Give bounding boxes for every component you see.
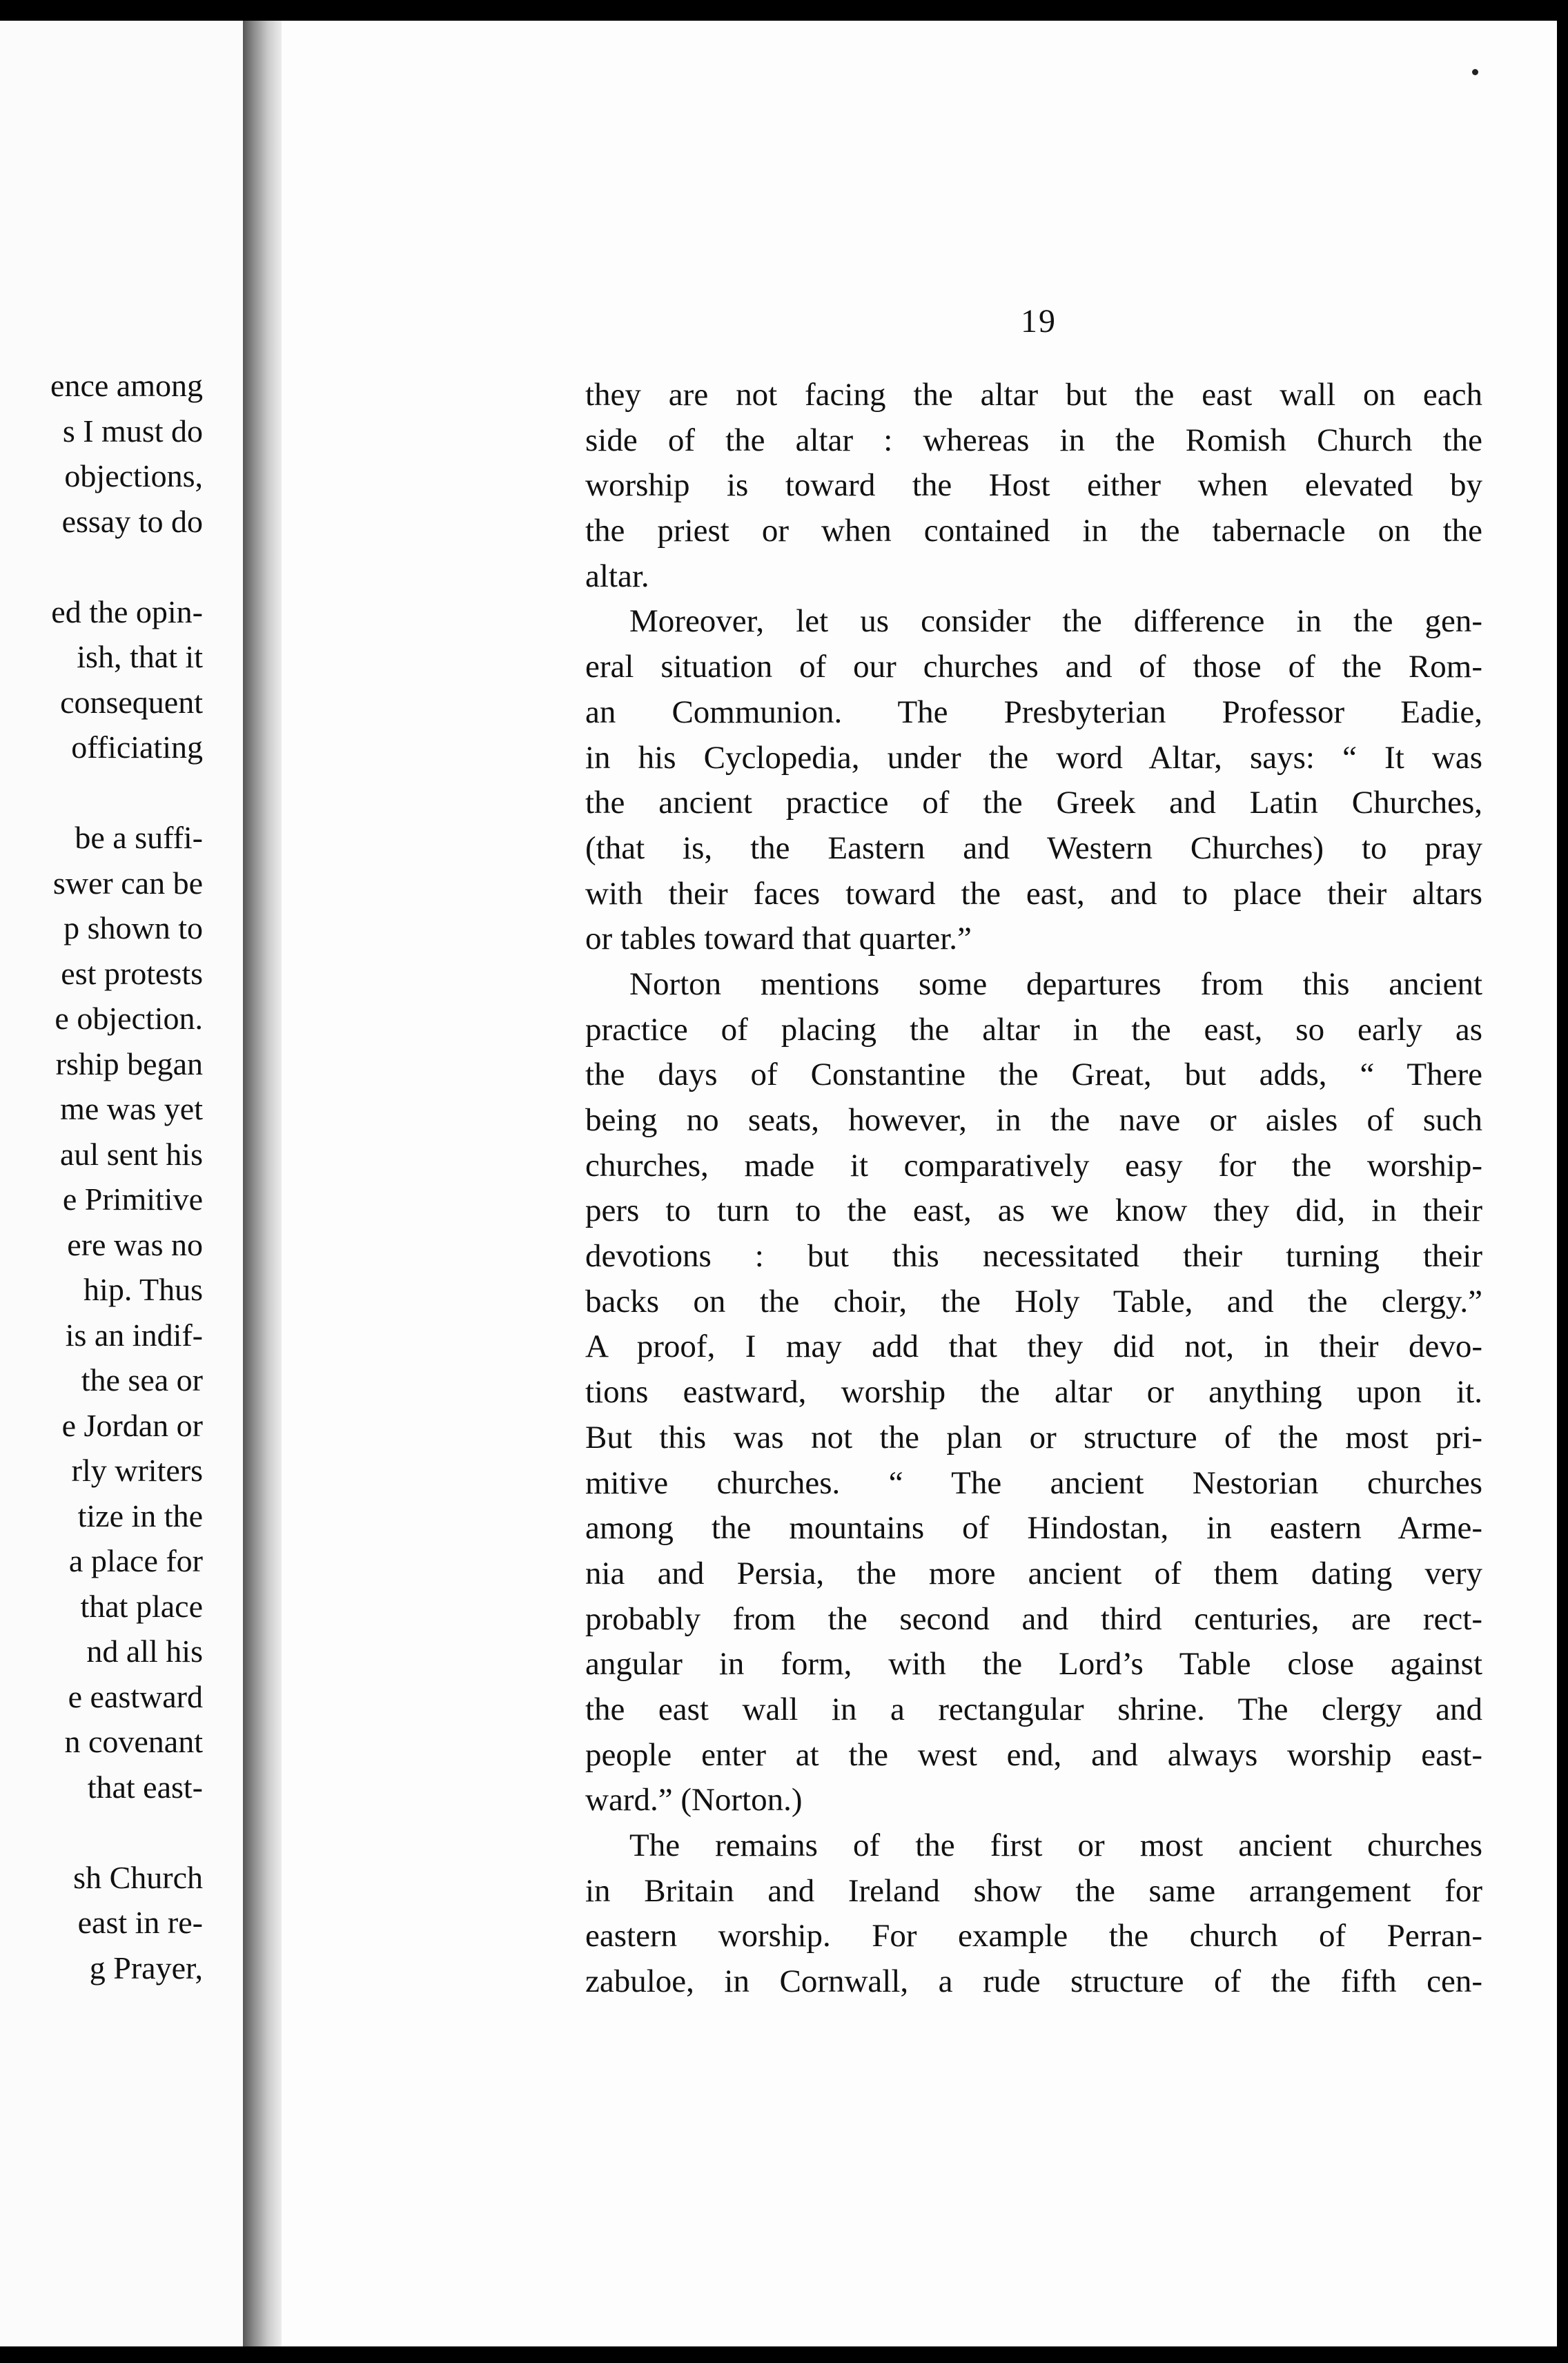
body-line: the days of Constantine the Great, but adds, “ There [585,1057,1482,1093]
body-line: or tables toward that quarter.” [585,921,972,957]
left-page-line: be a suffi- [75,820,203,855]
body-line: with their faces toward the east, and to place their altars [585,875,1482,912]
body-line: zabuloe, in Cornwall, a rude structure of the fifth cen- [585,1963,1482,2000]
body-line: A proof, I may add that they did not, in their devo- [585,1328,1482,1365]
left-page-line: objections, [64,458,203,493]
left-page-line: that place [80,1588,203,1624]
left-page-line: ed the opin- [51,594,203,629]
left-page-line [0,770,203,816]
page-number: 19 [1021,303,1057,340]
body-line: pers to turn to the east, as we know they did, in their [585,1193,1482,1229]
body-line: devotions : but this necessitated their turning their [585,1238,1482,1275]
body-line: Moreover, let us consider the difference in the gen- [629,603,1482,640]
left-page-line: g Prayer, [89,1950,203,1985]
left-page-line: officiating [71,729,203,765]
body-line: in his Cyclopedia, under the word Altar, says: “ It was [585,739,1482,776]
left-page-line: ish, that it [77,639,203,674]
body-line: side of the altar : whereas in the Romish Church the [585,422,1482,458]
body-line: the ancient practice of the Greek and Latin Churches, [585,785,1482,821]
left-page-line [0,1810,203,1855]
left-page-line: consequent [60,684,203,720]
left-page-line: nd all his [86,1634,203,1669]
left-page-line: rship began [55,1046,203,1081]
body-line: eastern worship. For example the church of Perran- [585,1918,1482,1954]
body-text [585,373,1482,2005]
left-page-line: tize in the [77,1498,203,1533]
body-line: tions eastward, worship the altar or anything upon it. [585,1374,1482,1411]
body-line: angular in form, with the Lord’s Table close against [585,1646,1482,1683]
body-line: eral situation of our churches and of those of the Rom- [585,649,1482,685]
left-page-line: ence among [50,368,203,403]
left-page-line: s I must do [62,413,203,449]
left-page-line: the sea or [81,1362,203,1398]
left-page-line: a place for [68,1543,203,1578]
previous-page-text [0,363,203,1990]
body-line: probably from the second and third centuries, are rect- [585,1600,1482,1637]
body-line: altar. [585,558,649,594]
previous-page-fragment [0,21,248,2346]
body-line: (that is, the Eastern and Western Churches) to pray [585,830,1482,866]
scan-speck [1472,69,1478,75]
left-page-line: est protests [61,955,203,991]
left-page-line: me was yet [60,1091,203,1126]
page-gutter [243,21,284,2346]
left-page-line: e Jordan or [61,1407,203,1443]
left-page-line: sh Church [73,1859,203,1895]
body-line: an Communion. The Presbyterian Professor Eadie, [585,694,1482,730]
body-line: worship is toward the Host either when elevated by [585,467,1482,504]
left-page-line: e Primitive [62,1182,203,1217]
left-page-line: e objection. [55,1001,203,1036]
body-line: among the mountains of Hindostan, in eastern Arme- [585,1510,1482,1547]
body-line: being no seats, however, in the nave or aisles of such [585,1102,1482,1138]
left-page-line [0,544,203,589]
body-line: ward.” (Norton.) [585,1782,803,1818]
left-page-line: east in re- [77,1905,203,1940]
left-page-line: aul sent his [60,1136,203,1172]
body-line: But this was not the plan or structure of the most pri- [585,1419,1482,1455]
left-page-line: hip. Thus [84,1272,203,1307]
left-page-line: e eastward [68,1678,203,1714]
body-line: the east wall in a rectangular shrine. The clergy and [585,1691,1482,1727]
body-line: nia and Persia, the more ancient of them dating very [585,1555,1482,1591]
body-line: practice of placing the altar in the east, so early as [585,1011,1482,1048]
body-line: in Britain and Ireland show the same arrangement for [585,1872,1482,1909]
body-line: they are not facing the altar but the east wall on each [585,377,1482,413]
left-page-line: essay to do [61,503,203,539]
body-line: mitive churches. “ The ancient Nestorian churches [585,1464,1482,1501]
left-page-line: p shown to [63,910,203,945]
left-page-line: swer can be [52,865,203,901]
body-line: backs on the choir, the Holy Table, and the clergy.” [585,1283,1482,1320]
left-page-line: is an indif- [65,1317,203,1353]
left-page-line: ere was no [67,1226,203,1262]
body-line: people enter at the west end, and always worship east- [585,1736,1482,1773]
body-line: The remains of the first or most ancient churches [629,1827,1482,1863]
body-line: churches, made it comparatively easy for the worship- [585,1147,1482,1184]
left-page-line: rly writers [71,1453,203,1488]
body-line: the priest or when contained in the tabernacle on the [585,513,1482,549]
current-page [282,21,1557,2346]
body-line: Norton mentions some departures from this ancient [629,965,1482,1002]
left-page-line: n covenant [64,1724,203,1759]
left-page-line: that east- [87,1769,203,1805]
